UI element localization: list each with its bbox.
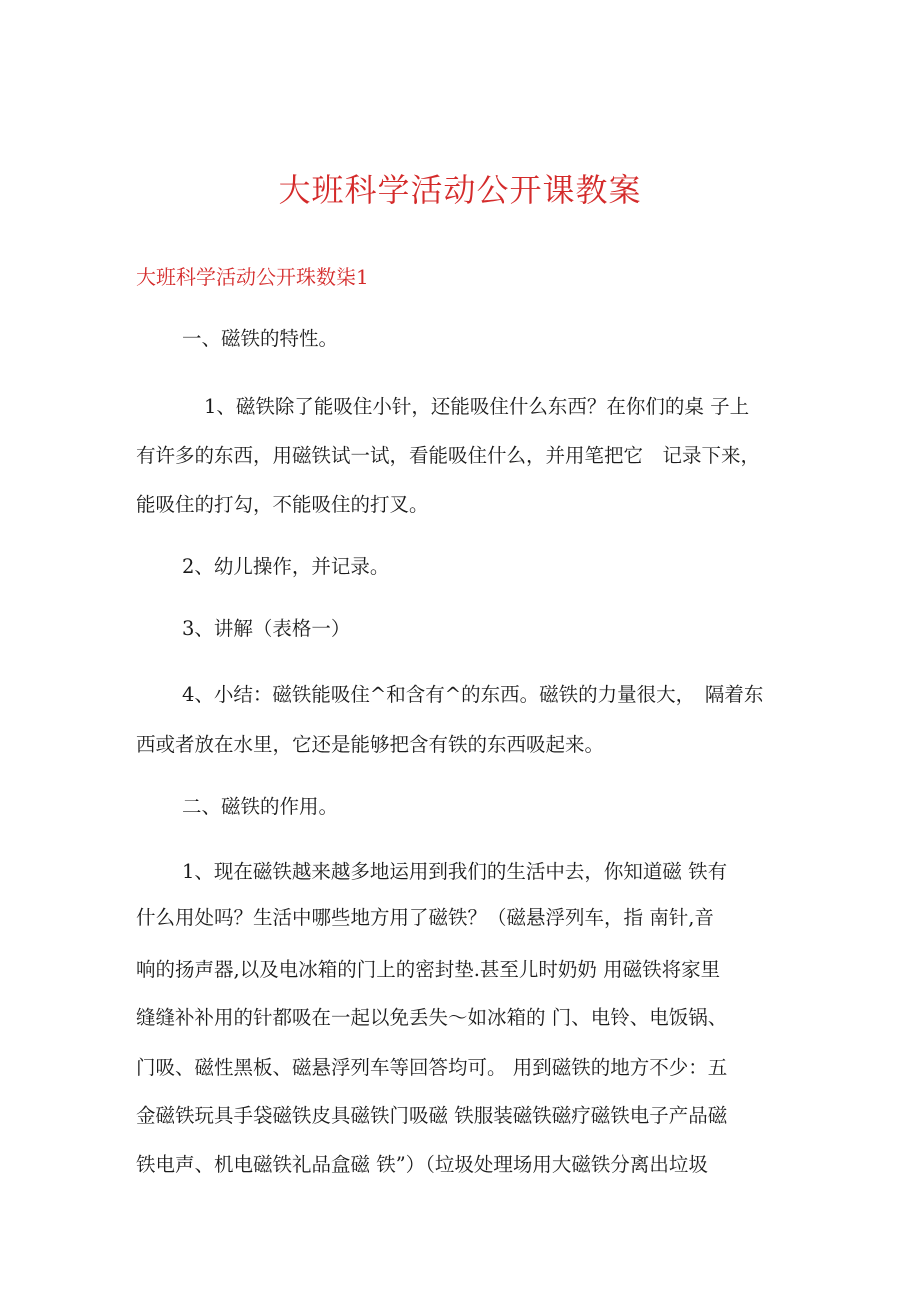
- paragraph-line: 门吸、磁性黑板、磁悬浮列车等回答均可。 用到磁铁的地方不少：五: [136, 1056, 728, 1079]
- section-heading-2: 二、磁铁的作用。: [182, 795, 339, 818]
- paragraph-line: 4、小结：磁铁能吸住^和含有^的东西。磁铁的力量很大， 隔着东: [182, 683, 764, 706]
- paragraph-line: 3、讲解（表格一）: [182, 617, 351, 640]
- document-subtitle: 大班科学活动公开珠数柒1: [136, 265, 369, 289]
- paragraph-line: 铁电声、机电磁铁礼品盒磁 铁”）（垃圾处理场用大磁铁分离出垃圾: [136, 1153, 708, 1176]
- paragraph-line: 1、磁铁除了能吸住小针，还能吸住什么东西？在你们的桌 子上: [204, 395, 750, 418]
- paragraph-line: 响的扬声器,以及电冰箱的门上的密封垫.甚至儿时奶奶 用磁铁将家里: [136, 958, 721, 981]
- paragraph-line: 2、幼儿操作，并记录。: [182, 555, 390, 578]
- paragraph-line: 1、现在磁铁越来越多地运用到我们的生活中去，你知道磁 铁有: [182, 860, 728, 883]
- paragraph-line: 金磁铁玩具手袋磁铁皮具磁铁门吸磁 铁服装磁铁磁疗磁铁电子产品磁: [136, 1104, 728, 1127]
- paragraph-line: 缝缝补补用的针都吸在一起以免丢失～如冰箱的 门、电铃、电饭锅、: [136, 1006, 728, 1029]
- document-title: 大班科学活动公开课教案: [278, 171, 642, 209]
- section-heading-1: 一、磁铁的特性。: [182, 327, 339, 350]
- paragraph-line: 有许多的东西，用磁铁试一试，看能吸住什么，并用笔把它 记录下来，: [136, 444, 761, 467]
- paragraph-line: 能吸住的打勾，不能吸住的打叉。: [136, 493, 429, 516]
- paragraph-line: 什么用处吗？生活中哪些地方用了磁铁？（磁悬浮列车，指 南针,音: [136, 906, 714, 929]
- paragraph-line: 西或者放在水里，它还是能够把含有铁的东西吸起来。: [136, 733, 605, 756]
